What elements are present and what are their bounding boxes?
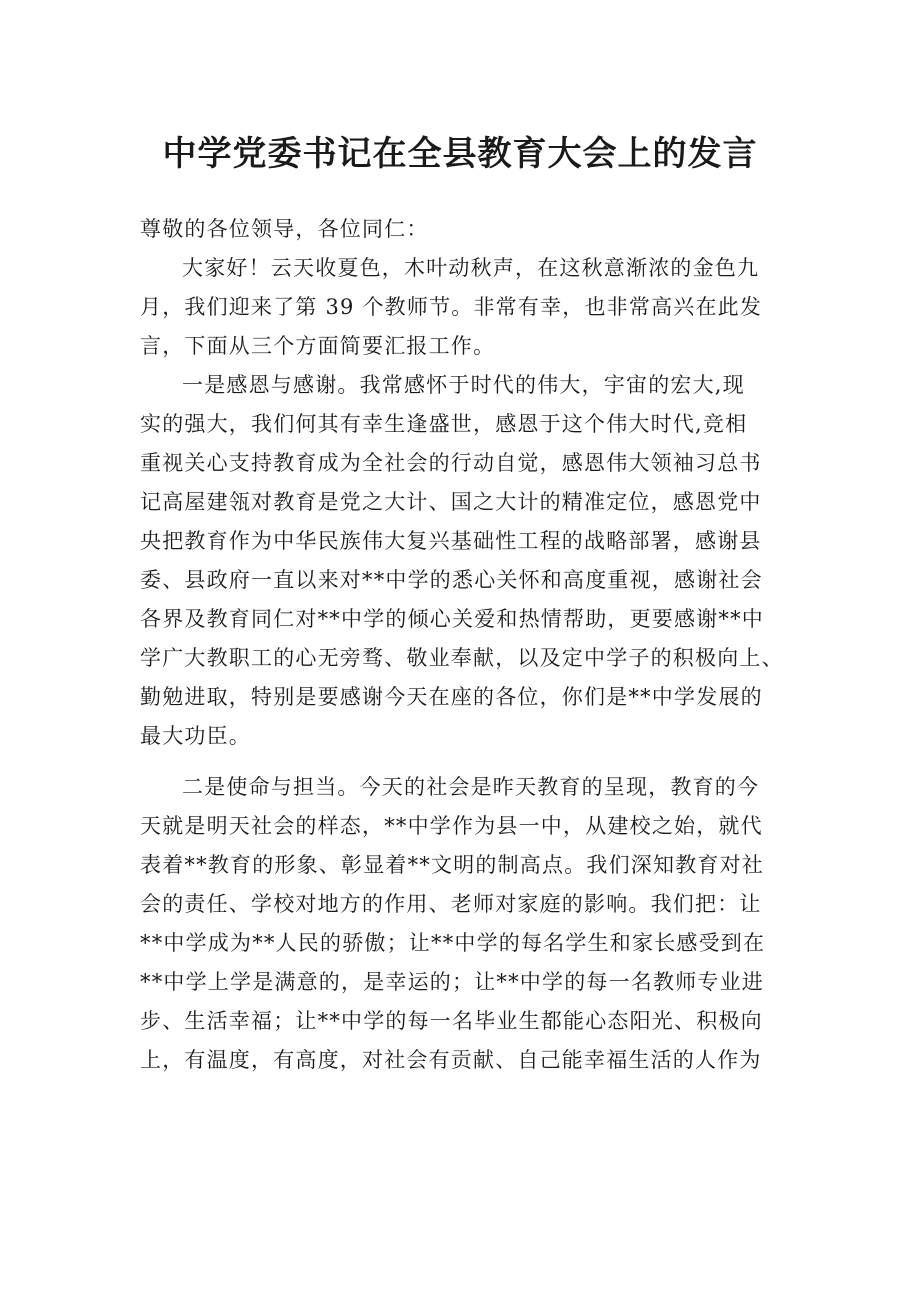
page-title: 中学党委书记在全县教育大会上的发言 xyxy=(162,134,758,174)
paragraph-mission xyxy=(140,768,784,1080)
paragraph-line: 委、县政府一直以来对**中学的悉心关怀和高度重视，感谢社会 xyxy=(140,568,763,592)
paragraph-gratitude xyxy=(140,366,784,756)
paragraph-line: 会的责任、学校对地方的作用、老师对家庭的影响。我们把：让 xyxy=(140,892,762,916)
paragraph-line: 大家好！云天收夏色，木叶动秋声，在这秋意渐浓的金色九 xyxy=(182,256,760,280)
paragraph-line: **中学成为**人民的骄傲；让**中学的每名学生和家长感受到在 xyxy=(140,931,766,955)
paragraph-line: 表着**教育的形象、彰显着**文明的制高点。我们深知教育对社 xyxy=(140,853,764,877)
paragraph-line: 实的强大，我们何其有幸生逢盛世，感恩于这个伟大时代,竞相 xyxy=(140,412,748,436)
paragraph-line: 最大功臣。 xyxy=(140,724,251,748)
paragraph-line: 天就是明天社会的样态，**中学作为县一中，从建校之始，就代 xyxy=(140,814,763,838)
paragraph-line: 二是使命与担当。今天的社会是昨天教育的呈现，教育的今 xyxy=(182,775,760,799)
paragraph-line: 步、生活幸福；让**中学的每一名毕业生都能心态阳光、积极向 xyxy=(140,1009,763,1033)
paragraph-line: 言，下面从三个方面简要汇报工作。 xyxy=(140,334,496,358)
paragraph-line: **中学上学是满意的，是幸运的；让**中学的每一名教师专业进 xyxy=(140,970,764,994)
paragraph-line: 重视关心支持教育成为全社会的行动自觉，感恩伟大领袖习总书 xyxy=(140,451,762,475)
salutation: 尊敬的各位领导，各位同仁： xyxy=(140,217,429,241)
paragraph-line: 学广大教职工的心无旁骛、敬业奉献，以及定中学子的积极向上、 xyxy=(140,646,784,670)
paragraph-line: 各界及教育同仁对**中学的倾心关爱和热情帮助，更要感谢**中 xyxy=(140,607,764,631)
paragraph-line: 月，我们迎来了第 39 个教师节。非常有幸，也非常高兴在此发 xyxy=(140,295,763,319)
paragraph-line: 上，有温度，有高度，对社会有贡献、自己能幸福生活的人作为 xyxy=(140,1048,762,1072)
paragraph-line: 央把教育作为中华民族伟大复兴基础性工程的战略部署，感谢县 xyxy=(140,529,762,553)
paragraph-line: 勤勉进取，特别是要感谢今天在座的各位，你们是**中学发展的 xyxy=(140,685,763,709)
paragraph-line: 一是感恩与感谢。我常感怀于时代的伟大，宇宙的宏大,现 xyxy=(182,373,745,397)
paragraph-line: 记高屋建瓴对教育是党之大计、国之大计的精准定位，感恩党中 xyxy=(140,490,762,514)
document-body xyxy=(140,210,784,1080)
paragraph-greeting xyxy=(140,249,784,366)
